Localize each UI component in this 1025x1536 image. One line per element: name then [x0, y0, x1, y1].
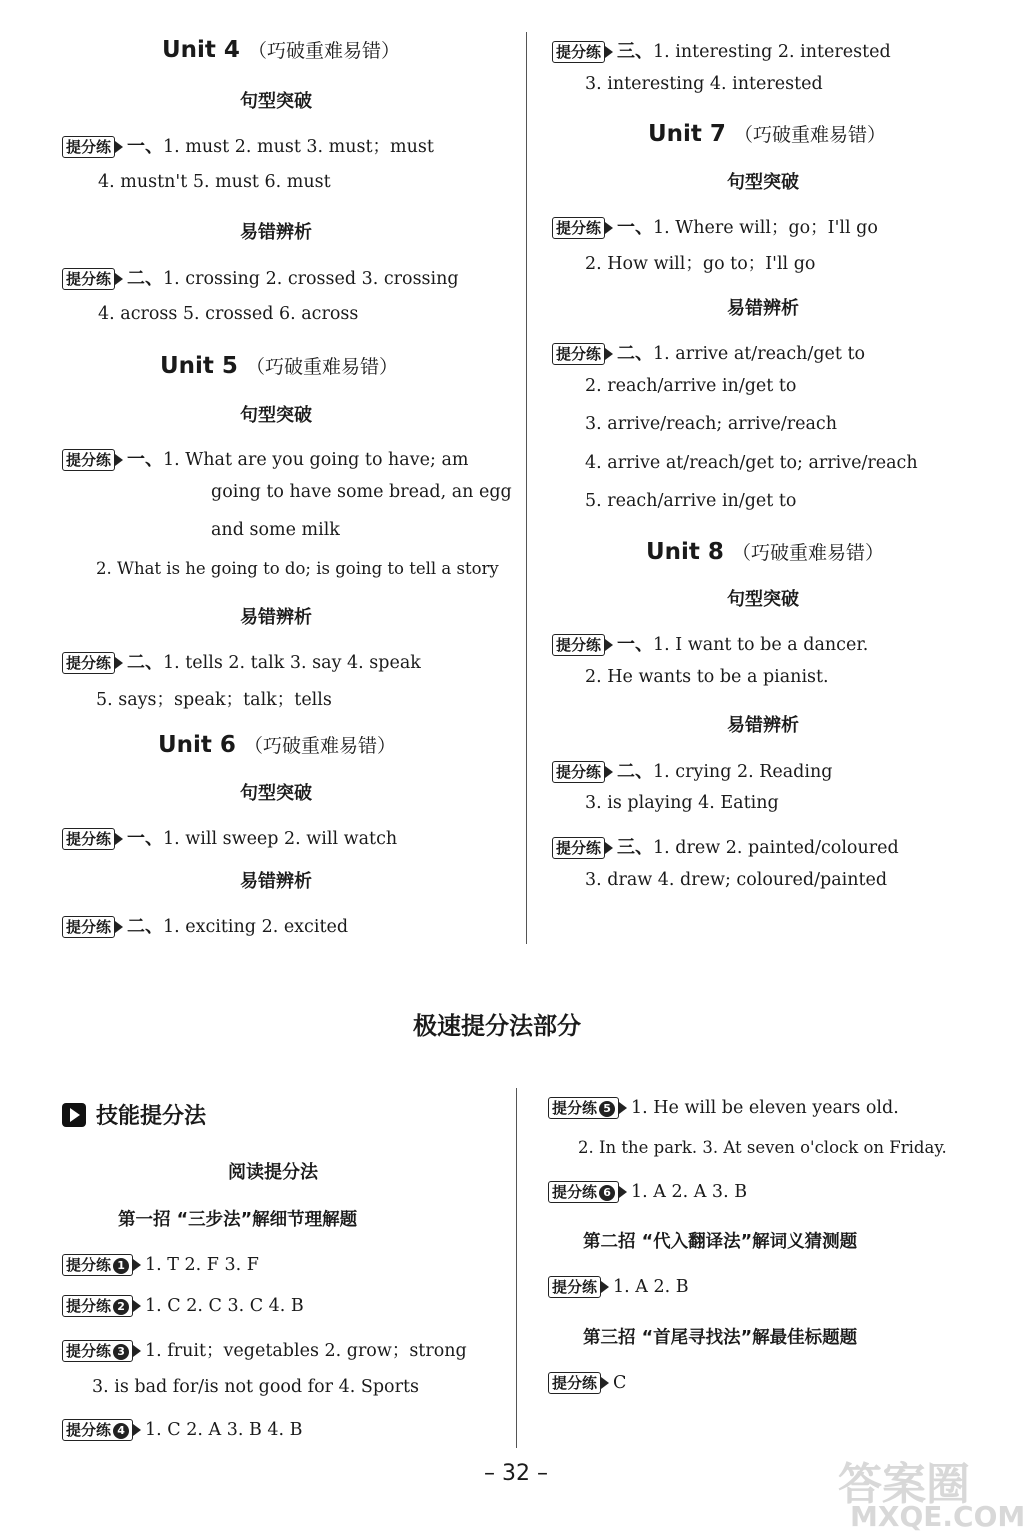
unit7-q1-line1: 提分练 一、1. Where will；go；I'll go [552, 213, 878, 239]
unit7-q2-line2: 2. reach/arrive in/get to [585, 376, 797, 396]
unit7-q2-line5: 5. reach/arrive in/get to [585, 491, 797, 511]
practice-tag: 提分练 [552, 837, 605, 859]
unit6-title: Unit 6 （巧破重难易错） [158, 732, 396, 758]
unit6-q3-line1: 提分练 三、1. interesting 2. interested [552, 37, 891, 63]
move3-answer-line: 提分练 C [548, 1372, 626, 1394]
practice-tag-numbered: 提分练 4 [62, 1419, 133, 1441]
unit5-section-sentence: 句型突破 [240, 405, 312, 426]
unit5-q1-line4: 2. What is he going to do; is going to tell a story [96, 559, 499, 578]
unit8-q2-line2: 3. is playing 4. Eating [585, 793, 779, 813]
unit5-q1-line1: 提分练 一、1. What are you going to have; am [62, 445, 468, 471]
practice6-line: 提分练 6 1. A 2. A 3. B [548, 1181, 747, 1203]
unit8-section-sentence: 句型突破 [727, 589, 799, 610]
unit4-q2-line1: 提分练 二、1. crossing 2. crossed 3. crossing [62, 264, 459, 290]
unit7-section-sentence: 句型突破 [727, 172, 799, 193]
unit5-title: Unit 5 （巧破重难易错） [160, 353, 398, 379]
practice-tag-numbered: 提分练 3 [62, 1340, 133, 1362]
unit6-q2-line1: 提分练 二、1. exciting 2. excited [62, 912, 348, 938]
unit4-q2-line2: 4. across 5. crossed 6. across [98, 304, 359, 324]
unit6-section-sentence: 句型突破 [240, 783, 312, 804]
practice3-line1: 提分练 3 1. fruit；vegetables 2. grow；strong [62, 1337, 467, 1362]
practice-tag-numbered: 提分练 5 [548, 1097, 619, 1119]
practice-tag-numbered: 提分练 1 [62, 1254, 133, 1276]
unit8-q2-line1: 提分练 二、1. crying 2. Reading [552, 757, 832, 783]
method-title: 技能提分法 [62, 1099, 206, 1130]
unit4-title: Unit 4 （巧破重难易错） [162, 37, 400, 63]
unit5-q1-line2: going to have some bread, an egg [211, 482, 512, 502]
page-number: – 32 – [484, 1461, 548, 1486]
unit7-q1-line2: 2. How will；go to；I'll go [585, 254, 816, 274]
move2-heading: 第二招 “代入翻译法”解词义猜测题 [583, 1232, 858, 1252]
unit8-q1-line2: 2. He wants to be a pianist. [585, 667, 829, 687]
column-divider-bottom [516, 1088, 517, 1448]
practice5-line1: 提分练 5 1. He will be eleven years old. [548, 1097, 899, 1119]
move3-heading: 第三招 “首尾寻找法”解最佳标题题 [583, 1328, 858, 1348]
unit8-section-errors: 易错辨析 [727, 715, 799, 736]
unit5-q1-line3: and some milk [211, 520, 340, 540]
practice-tag: 提分练 [548, 1372, 601, 1394]
practice-tag: 提分练 [552, 217, 605, 239]
unit7-q2-line4: 4. arrive at/reach/get to; arrive/reach [585, 453, 918, 473]
unit7-q2-line3: 3. arrive/reach; arrive/reach [585, 414, 837, 434]
section-title: 极速提分法部分 [413, 1012, 581, 1040]
unit8-q3-line1: 提分练 三、1. drew 2. painted/coloured [552, 833, 899, 859]
practice3-line2: 3. is bad for/is not good for 4. Sports [92, 1377, 419, 1397]
practice5-line2: 2. In the park. 3. At seven o'clock on Friday. [578, 1138, 947, 1157]
practice-tag: 提分练 [552, 343, 605, 365]
column-divider-top [526, 32, 527, 944]
move2-answer-line: 提分练 1. A 2. B [548, 1276, 689, 1298]
unit4-section-sentence: 句型突破 [240, 91, 312, 112]
play-icon [62, 1103, 86, 1127]
practice2-line: 提分练 2 1. C 2. C 3. C 4. B [62, 1295, 304, 1317]
practice-tag: 提分练 [548, 1276, 601, 1298]
practice-tag: 提分练 [552, 41, 605, 63]
practice-tag: 提分练 [62, 828, 115, 850]
unit5-q2-line2: 5. says；speak；talk；tells [96, 690, 332, 710]
practice-tag: 提分练 [62, 136, 115, 158]
unit6-q3-line2: 3. interesting 4. interested [585, 74, 823, 94]
unit6-q1-line1: 提分练 一、1. will sweep 2. will watch [62, 824, 397, 850]
unit6-section-errors: 易错辨析 [240, 871, 312, 892]
move1-heading: 第一招 “三步法”解细节理解题 [118, 1210, 358, 1230]
practice-tag: 提分练 [62, 449, 115, 471]
unit5-section-errors: 易错辨析 [240, 607, 312, 628]
practice-tag-numbered: 提分练 2 [62, 1295, 133, 1317]
practice-tag: 提分练 [552, 634, 605, 656]
unit4-q1-line1: 提分练 一、1. must 2. must 3. must；must [62, 132, 434, 158]
unit7-title: Unit 7 （巧破重难易错） [648, 121, 886, 147]
watermark-url: MXQE.COM [850, 1500, 1025, 1533]
practice-tag-numbered: 提分练 6 [548, 1181, 619, 1203]
unit8-title: Unit 8 （巧破重难易错） [646, 539, 884, 565]
unit8-q3-line2: 3. draw 4. drew; coloured/painted [585, 870, 888, 890]
practice-tag: 提分练 [552, 761, 605, 783]
unit4-q1-line2: 4. mustn't 5. must 6. must [98, 172, 331, 192]
unit8-q1-line1: 提分练 一、1. I want to be a dancer. [552, 630, 868, 656]
unit4-section-errors: 易错辨析 [240, 222, 312, 243]
practice1-line: 提分练 1 1. T 2. F 3. F [62, 1254, 259, 1276]
unit7-section-errors: 易错辨析 [727, 298, 799, 319]
practice-tag: 提分练 [62, 916, 115, 938]
unit5-q2-line1: 提分练 二、1. tells 2. talk 3. say 4. speak [62, 648, 421, 674]
watermark-logo: 答案圈 [838, 1459, 970, 1510]
unit7-q2-line1: 提分练 二、1. arrive at/reach/get to [552, 339, 865, 365]
reading-method-heading: 阅读提分法 [228, 1162, 318, 1183]
practice-tag: 提分练 [62, 268, 115, 290]
practice-tag: 提分练 [62, 652, 115, 674]
practice4-line: 提分练 4 1. C 2. A 3. B 4. B [62, 1419, 303, 1441]
